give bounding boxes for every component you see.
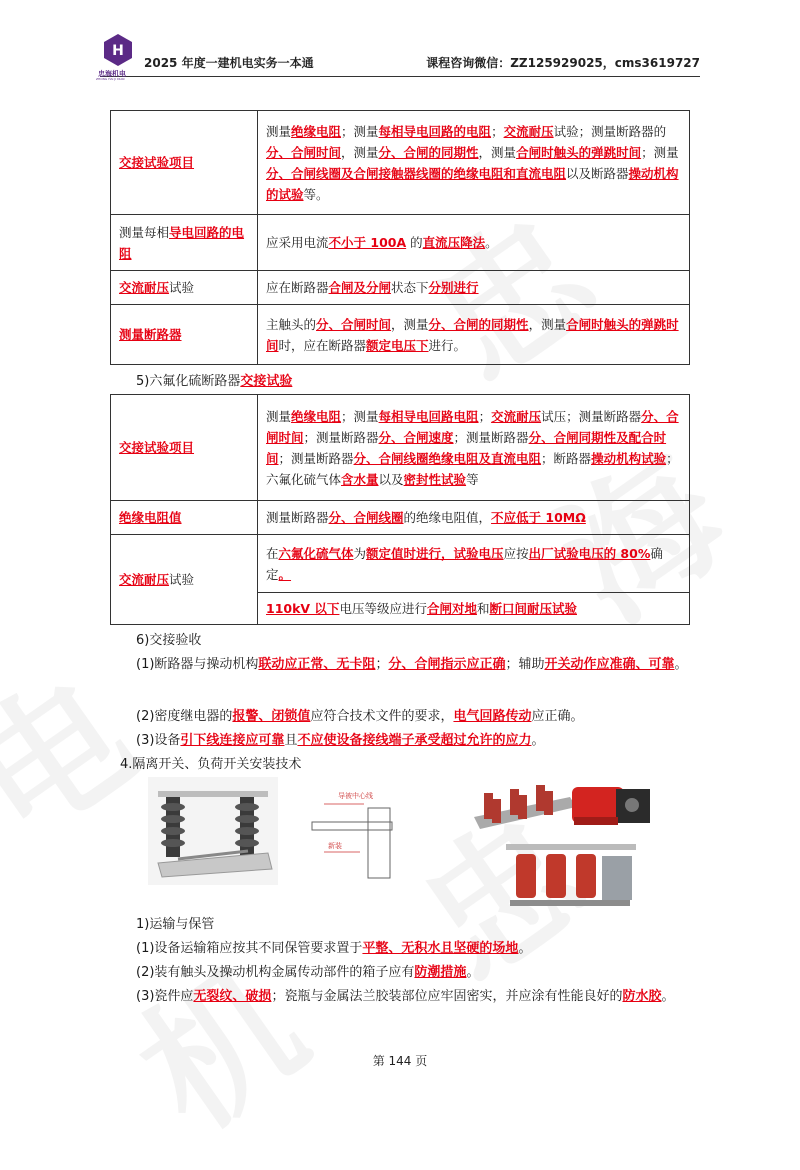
logo-text: 忠海机电: [98, 70, 126, 78]
paragraph: (1)断路器与操动机构联动应正常、无卡阻；分、合闸指示应正确；辅助开关动作应准确、可靠。: [136, 657, 688, 672]
sf6-breaker-test-table: [110, 394, 690, 625]
logo-icon: [100, 32, 136, 74]
table-cell-content: 测量绝缘电阻；测量每相导电回路的电阻；交流耐压试验；测量断路器的分、合闸时间，测量分、合闸的同期性，测量合闸时触头的弹跳时间；测量分、合闸线圈及合闸接触器线圈的绝缘电阻和直流电阻以及断路器操动机构的试验等。: [258, 111, 690, 215]
disconnect-switch-photo: [148, 777, 278, 885]
table-cell-content: 主触头的分、合闸时间，测量分、合闸的同期性，测量合闸时触头的弹跳时间时，应在断路器额定电压下进行。: [258, 305, 690, 365]
table-cell-label: 交接试验项目: [111, 395, 258, 501]
table-cell-content: 应在断路器合闸及分闸状态下分别进行: [258, 271, 690, 305]
table-row: [111, 271, 690, 305]
section-heading: 4.隔离开关、负荷开关安装技术: [120, 757, 302, 772]
diagram-label: 新装: [328, 842, 342, 850]
header-title: 2025 年度一建机电实务一本通: [144, 56, 314, 70]
sf6-heading: 5)六氟化硫断路器交接试验: [136, 374, 293, 389]
paragraph: (1)设备运输箱应按其不同保管要求置于平整、无积水且坚硬的场地。: [136, 941, 532, 956]
table-cell-label: 测量断路器: [111, 305, 258, 365]
paragraph: (3)瓷件应无裂纹、破损；瓷瓶与金属法兰胶装部位应牢固密实，并应涂有性能良好的防水胶。: [136, 989, 675, 1004]
paragraph: (3)设备引下线连接应可靠且不应使设备接线端子承受超过允许的应力。: [136, 733, 545, 748]
paragraph: (2)装有触头及操动机构金属传动部件的箱子应有防潮措施。: [136, 965, 480, 980]
header-contact: 课程咨询微信：ZZ125929025，cms3619727: [426, 56, 700, 70]
diagram-label: 导被中心线: [338, 792, 373, 800]
paragraph: (2)密度继电器的报警、闭锁值应符合技术文件的要求，电气回路传动应正确。: [136, 709, 584, 724]
table-cell-label: 交流耐压试验: [111, 271, 258, 305]
table-row: [111, 111, 690, 215]
page-header: [96, 34, 700, 81]
page-number: 第 144 页: [372, 1054, 428, 1068]
table-cell-content: 110kV 以下电压等级应进行合闸对地和断口间耐压试验: [258, 593, 690, 625]
installation-diagram: [304, 778, 424, 886]
table-cell-content: 测量绝缘电阻；测量每相导电回路电阻；交流耐压试压；测量断路器分、合闸时间；测量断路器分、合闸速度；测量断路器分、合闸同期性及配合时间；测量断路器分、合闸线圈绝缘电阻及直流电阻；断路器操动机构试验；六氟化硫气体含水量以及密封性试验等: [258, 395, 690, 501]
table-cell-label: 交接试验项目: [111, 111, 258, 215]
circuit-breaker-test-table: [110, 110, 690, 365]
table-row: [111, 535, 690, 593]
section-heading: 6)交接验收: [136, 633, 202, 648]
table-cell-content: 在六氟化硫气体为额定值时进行，试验电压应按出厂试验电压的 80%确定。: [258, 535, 690, 593]
switchgear-unit-photo: [566, 777, 658, 835]
vacuum-switch-photo: [506, 840, 636, 920]
table-cell-label: 测量每相导电回路的电阻: [111, 215, 258, 271]
table-row: [111, 501, 690, 535]
load-switch-photo: [470, 777, 580, 837]
table-cell-content: 应采用电流不小于 100A 的直流压降法。: [258, 215, 690, 271]
table-cell-label: 交流耐压试验: [111, 535, 258, 625]
svg-text:H: H: [112, 43, 124, 59]
logo-subtext: ZHONG HAI JI DIAN: [96, 77, 125, 81]
table-row: [111, 215, 690, 271]
table-row: [111, 395, 690, 501]
table-cell-label: 绝缘电阻值: [111, 501, 258, 535]
table-row: [111, 305, 690, 365]
section-heading: 1)运输与保管: [136, 917, 215, 932]
table-cell-content: 测量断路器分、合闸线圈的绝缘电阻值，不应低于 10MΩ: [258, 501, 690, 535]
